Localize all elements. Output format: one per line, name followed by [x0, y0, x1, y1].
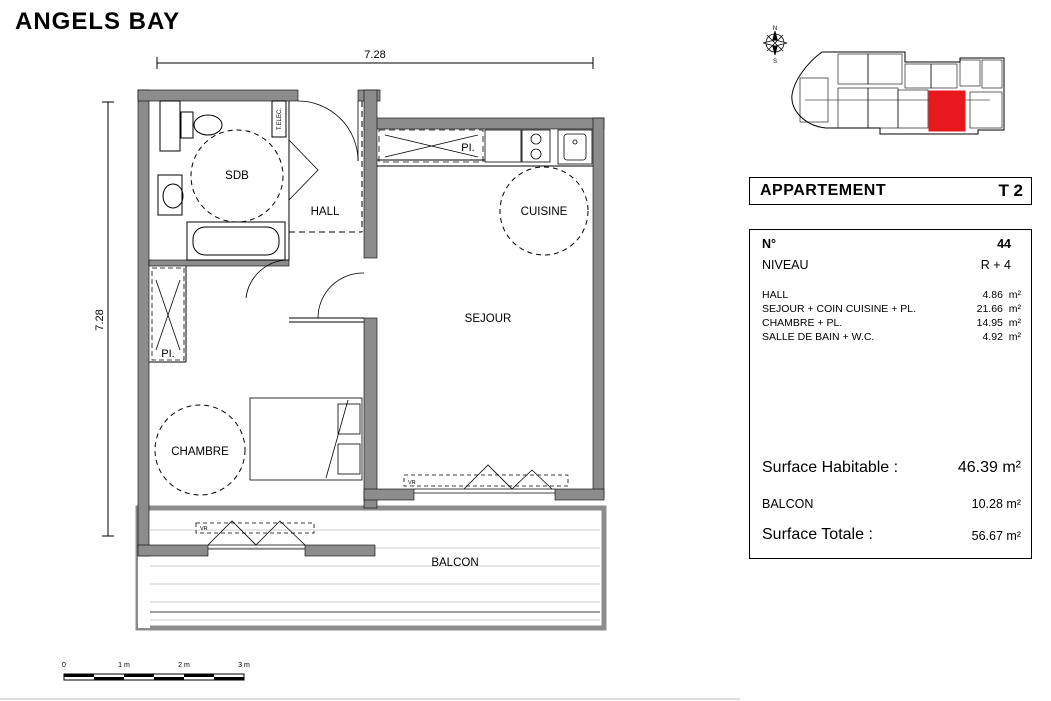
compass-south: S: [772, 59, 778, 65]
area-row: [762, 317, 1021, 329]
area-label: CHAMBRE + PL.: [762, 317, 843, 329]
compass-icon: [763, 31, 787, 55]
placard-label-2: PI.: [461, 142, 475, 154]
telec-label: T.ELEC.: [277, 107, 283, 131]
vr-label-2: VR: [408, 480, 416, 486]
surface-totale-row: [762, 526, 1021, 544]
placard-chambre: [152, 268, 184, 360]
area-row: [762, 331, 1021, 343]
key-plan-highlight: [929, 91, 965, 131]
dimension-side-label: 7.28: [94, 309, 106, 331]
room-label-sejour: SEJOUR: [464, 313, 512, 325]
doors: [246, 101, 364, 318]
key-plan: [792, 52, 1004, 134]
area-unit: m²: [1008, 331, 1021, 343]
dimension-top-label: 7.28: [364, 49, 386, 61]
number-value: 44: [997, 237, 1011, 251]
area-label: HALL: [762, 289, 789, 301]
room-label-chambre: CHAMBRE: [171, 446, 229, 458]
apartment-label: APPARTEMENT: [760, 182, 887, 199]
surface-habitable-row: [762, 459, 1021, 477]
balcon-label: BALCON: [762, 497, 814, 511]
surface-totale-value: 56.67 m²: [971, 529, 1021, 543]
room-label-sdb: SDB: [225, 170, 249, 182]
level-row: [762, 258, 1021, 272]
area-value: 21.66: [976, 303, 1003, 315]
placard-sejour: [379, 130, 592, 164]
scale-label-0: 0: [62, 662, 66, 669]
scale-label-3: 3 m: [238, 662, 250, 669]
number-label: N°: [762, 237, 777, 251]
compass-north: N: [772, 26, 778, 32]
room-label-cuisine: CUISINE: [520, 206, 568, 218]
info-panel: [749, 229, 1032, 559]
area-row: [762, 303, 1021, 315]
room-label-balcon: BALCON: [431, 557, 479, 569]
apartment-header: [749, 177, 1032, 205]
number-row: [762, 237, 1021, 251]
area-value: 4.86: [982, 289, 1003, 301]
surface-habitable-value: 46.39 m²: [957, 459, 1021, 476]
area-unit: m²: [1008, 317, 1021, 329]
area-value: 4.92: [982, 331, 1003, 343]
walls: [138, 90, 604, 556]
bathroom-fixtures: [158, 101, 286, 260]
scale-bar: [64, 674, 244, 680]
area-row: [762, 289, 1021, 301]
level-value: R + 4: [980, 258, 1011, 272]
balcon-value: 10.28 m²: [971, 497, 1021, 511]
area-value: 14.95: [976, 317, 1003, 329]
apartment-type: T 2: [998, 181, 1023, 200]
balcony-area: [138, 508, 604, 628]
area-unit: m²: [1008, 303, 1021, 315]
placard-label-1: PI.: [161, 348, 175, 360]
surface-habitable-label: Surface Habitable :: [762, 459, 899, 476]
area-label: SALLE DE BAIN + W.C.: [762, 331, 875, 343]
bed: [250, 398, 362, 480]
area-label: SEJOUR + COIN CUISINE + PL.: [762, 303, 917, 315]
level-label: NIVEAU: [762, 258, 809, 272]
balcon-row: [762, 497, 1021, 511]
scale-label-2: 2 m: [178, 662, 190, 669]
scale-label-1: 1 m: [118, 662, 130, 669]
area-unit: m²: [1008, 289, 1021, 301]
room-label-hall: HALL: [310, 206, 340, 218]
vr-label-1: VR: [200, 526, 208, 532]
surface-totale-label: Surface Totale :: [762, 526, 873, 543]
project-title: ANGELS BAY: [15, 8, 181, 35]
